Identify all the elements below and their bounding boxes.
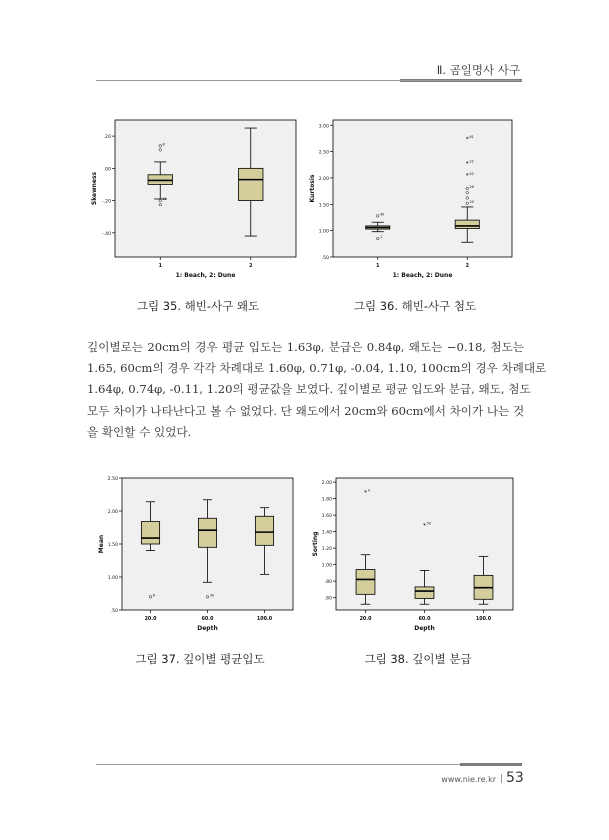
outlier-label: 50	[426, 521, 432, 526]
paragraph-line: 깊이별로는 20cm의 경우 평균 입도는 1.63φ, 분급은 0.84φ, 왜도는 −0.18, 첨도는	[87, 340, 524, 354]
body-paragraph	[87, 337, 547, 443]
x-tick-label: 20.0	[144, 617, 157, 622]
y-tick-label: .00	[103, 167, 111, 173]
header-rule	[96, 80, 522, 81]
outlier-label: 30	[209, 593, 215, 598]
figure-38-caption: 그림 38. 깊이별 분급	[364, 652, 472, 666]
x-axis-label: Depth	[414, 625, 435, 632]
x-tick-label: 100.0	[475, 617, 492, 622]
x-tick-label: 100.0	[256, 617, 273, 622]
chart-svg	[307, 470, 525, 640]
box-iqr	[455, 220, 479, 228]
y-tick-label: 1.60	[321, 514, 332, 520]
x-tick-label: 2	[249, 264, 253, 269]
paragraph-line: 모두 차이가 나타난다고 볼 수 없었다. 단 왜도에서 20cm와 60cm에서 차이가 나는 것	[87, 403, 525, 418]
running-header-title: Ⅱ. 곰일명사 사구	[436, 63, 520, 77]
paragraph-line: 1.65, 60cm의 경우 각각 차례대로 1.60φ, 0.71φ, -0.04, 1.10, 100cm의 경우 차례대로	[87, 361, 547, 376]
outlier-star: *	[465, 160, 469, 168]
y-tick-label: 1.50	[318, 203, 329, 209]
y-tick-label: .50	[321, 256, 329, 261]
outlier-star: *	[465, 172, 469, 180]
outlier-label: 61	[469, 134, 474, 139]
outlier-label: 40	[379, 212, 385, 217]
footer-separator: |	[500, 774, 504, 784]
outlier-star: *	[465, 135, 469, 143]
outlier-label: 22	[469, 159, 474, 164]
box-iqr	[255, 516, 273, 545]
figure-35-caption: 그림 35. 해빈-사구 왜도	[136, 299, 260, 313]
y-tick-label: 2.00	[318, 176, 329, 182]
y-tick-label: 2.00	[321, 481, 332, 487]
y-tick-label: .50	[110, 609, 118, 614]
y-axis-label: Sorting	[312, 531, 319, 557]
figure-36-kurtosis-boxplot	[306, 112, 524, 287]
box-iqr	[239, 168, 263, 200]
y-tick-label: .20	[103, 135, 111, 141]
outlier-label: 42	[469, 171, 474, 176]
x-tick-label: 2	[465, 264, 469, 269]
outlier-star: *	[423, 522, 426, 530]
box-iqr	[148, 175, 172, 185]
figure-37-caption: 그림 37. 깊이별 평균입도	[135, 652, 265, 666]
y-tick-label: 2.00	[107, 510, 118, 515]
outlier-label: 20	[469, 199, 474, 204]
chart-svg	[93, 470, 305, 640]
outlier-label: 1	[379, 235, 383, 240]
x-tick-label: 20.0	[359, 617, 372, 622]
box-iqr	[141, 522, 159, 544]
y-tick-label: .60	[324, 596, 332, 602]
paragraph-line: 1.64φ, 0.74φ, -0.11, 1.20의 평균값을 보였다. 깊이별로 평균 입도와 분급, 왜도, 첨도	[87, 382, 531, 397]
plot-area	[333, 120, 512, 257]
figure-35-skewness-boxplot	[88, 112, 308, 287]
box-iqr	[415, 587, 434, 599]
figure-38-sorting-boxplot	[307, 470, 525, 640]
footer-rule	[96, 764, 522, 765]
y-tick-label: -.20	[102, 199, 111, 205]
y-axis-label: Mean	[98, 534, 105, 554]
outlier-label: 26	[469, 185, 474, 189]
outlier-label: 8	[162, 142, 165, 147]
y-axis-label: Kurtosis	[309, 174, 316, 203]
y-tick-label: 1.50	[107, 543, 118, 548]
y-tick-label: 2.50	[318, 150, 329, 156]
chart-svg	[88, 112, 308, 287]
box-iqr	[198, 518, 216, 547]
figure-37-mean-boxplot	[93, 470, 305, 640]
outlier-label: 18	[162, 197, 167, 202]
chart-svg	[306, 112, 524, 287]
y-tick-label: .80	[324, 580, 332, 586]
y-tick-label: 1.80	[321, 497, 332, 503]
y-tick-label: 1.20	[321, 547, 332, 553]
y-tick-label: 1.00	[321, 563, 332, 569]
x-tick-label: 1	[376, 264, 380, 269]
y-tick-label: 2.50	[107, 477, 118, 482]
y-axis-label: Skewness	[91, 171, 98, 206]
x-axis-label: 1: Beach, 2: Dune	[175, 272, 236, 279]
plot-area	[115, 120, 296, 257]
x-tick-label: 1	[158, 264, 162, 269]
y-tick-label: 1.00	[107, 576, 118, 581]
footer-accent-bar	[460, 763, 522, 766]
x-axis-label: 1: Beach, 2: Dune	[392, 272, 453, 279]
x-axis-label: Depth	[197, 625, 218, 632]
outlier-star: *	[364, 489, 367, 497]
x-tick-label: 60.0	[201, 617, 214, 622]
y-tick-label: 1.40	[321, 530, 332, 536]
box-iqr	[356, 570, 375, 595]
x-tick-label: 60.0	[418, 617, 431, 622]
paragraph-line: 을 확인할 수 있었다.	[87, 424, 192, 439]
y-tick-label: -.40	[102, 231, 111, 237]
y-tick-label: 1.00	[318, 229, 329, 235]
outlier-label: 6	[152, 593, 155, 598]
footer-url: www.nie.re.kr	[441, 775, 496, 784]
y-tick-label: 3.00	[318, 124, 329, 130]
outlier-label: 9	[367, 488, 370, 493]
page-number: 53	[506, 770, 524, 786]
figure-36-caption: 그림 36. 해빈-사구 첨도	[353, 299, 477, 313]
